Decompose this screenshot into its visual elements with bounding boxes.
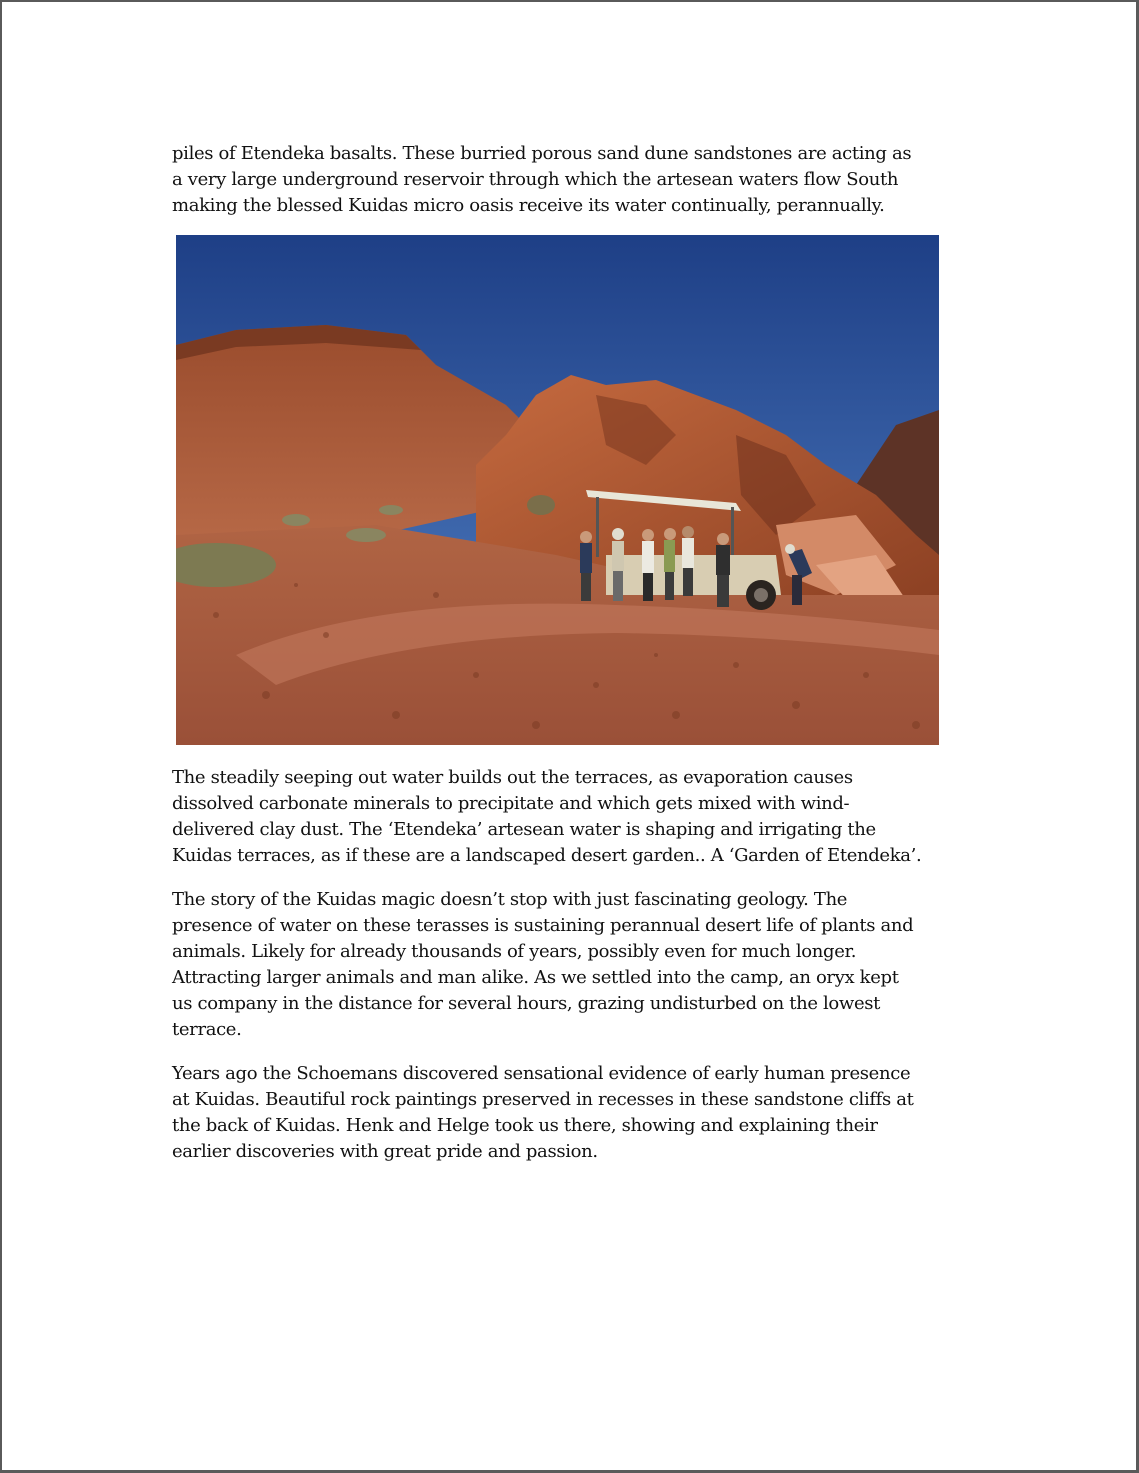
text-line: delivered clay dust. The ‘Etendeka’ artesean water is shaping and irrigating the <box>172 819 876 840</box>
text-line: piles of Etendeka basalts. These burried porous sand dune sandstones are acting as <box>172 143 912 164</box>
text-line: a very large underground reservoir through which the artesean waters flow South <box>172 169 899 190</box>
text-line: animals. Likely for already thousands of years, possibly even for much longer. <box>172 941 857 962</box>
text-line: terrace. <box>172 1019 242 1040</box>
text-line: presence of water on these terasses is sustaining perannual desert life of plants and <box>172 915 914 936</box>
desert-landscape-photo <box>176 235 939 745</box>
text-line: earlier discoveries with great pride and passion. <box>172 1141 598 1162</box>
paragraph-top <box>172 141 972 219</box>
paragraph-2 <box>172 887 972 1043</box>
paragraph-1 <box>172 765 972 869</box>
text-line: Kuidas terraces, as if these are a landscaped desert garden.. A ‘Garden of Etendeka’. <box>172 845 922 866</box>
text-line: Years ago the Schoemans discovered sensational evidence of early human presence <box>172 1063 911 1084</box>
text-line: dissolved carbonate minerals to precipitate and which gets mixed with wind- <box>172 793 850 814</box>
text-line: us company in the distance for several hours, grazing undisturbed on the lowest <box>172 993 881 1014</box>
text-line: making the blessed Kuidas micro oasis receive its water continually, perannually. <box>172 195 885 216</box>
text-line: The story of the Kuidas magic doesn’t stop with just fascinating geology. The <box>172 889 848 910</box>
text-line: Attracting larger animals and man alike. As we settled into the camp, an oryx kept <box>172 967 899 988</box>
text-line: The steadily seeping out water builds out the terraces, as evaporation causes <box>172 767 853 788</box>
text-line: at Kuidas. Beautiful rock paintings preserved in recesses in these sandstone cliffs at <box>172 1089 914 1110</box>
paragraph-3 <box>172 1061 972 1165</box>
text-line: the back of Kuidas. Henk and Helge took us there, showing and explaining their <box>172 1115 878 1136</box>
